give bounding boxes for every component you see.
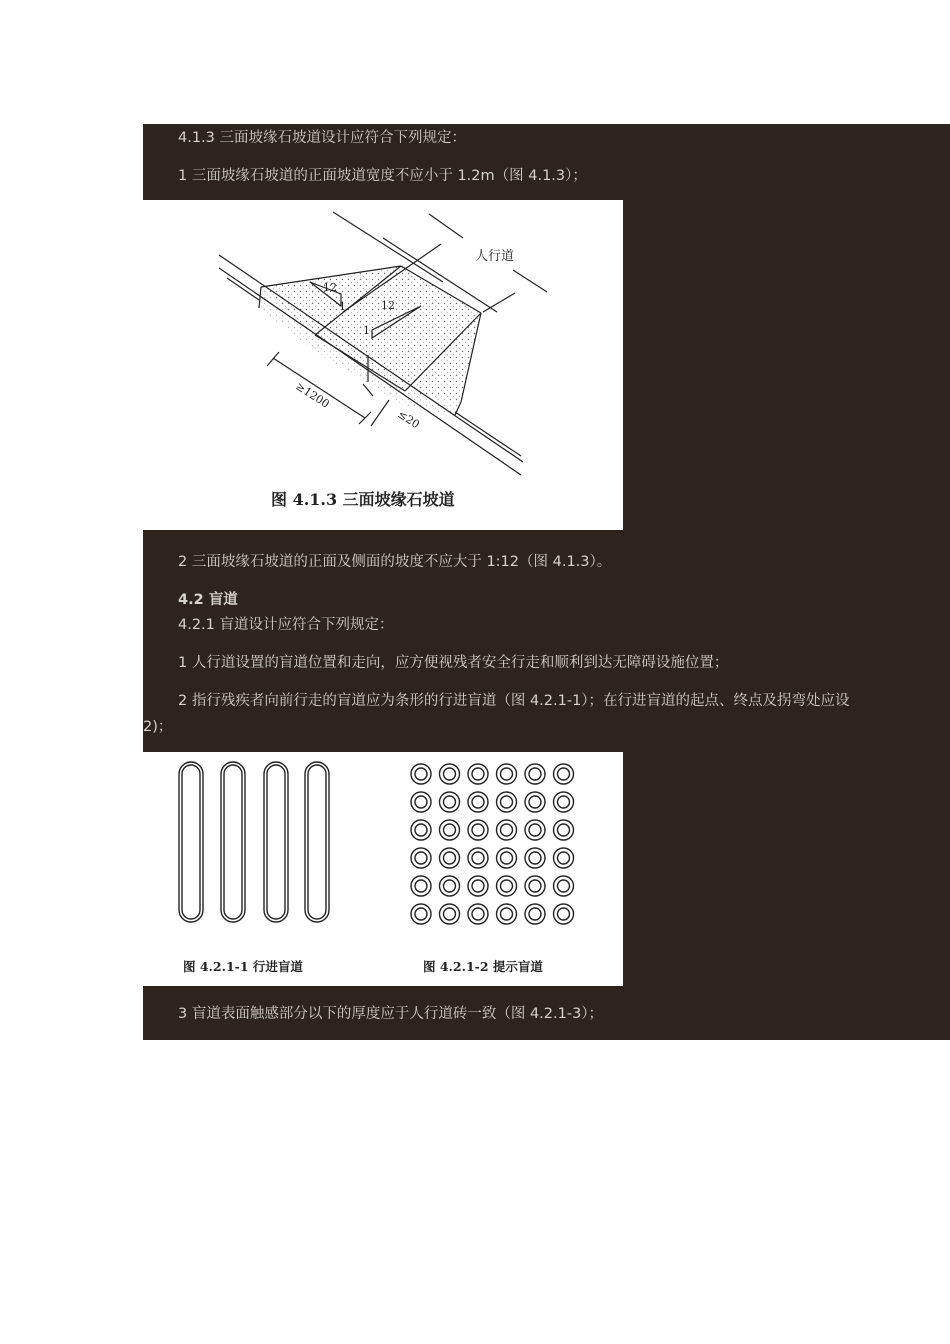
warning-dot [501, 908, 513, 920]
warning-dot [468, 792, 488, 812]
warning-dot [529, 824, 541, 836]
warning-dot [468, 764, 488, 784]
clause-4-2-1-item-1: 1 人行道设置的盲道位置和走向，应方便视残者安全行走和顺利到达无障碍设施位置； [178, 655, 729, 671]
guide-bar-4 [308, 765, 326, 919]
clause-4-1-3-item-1: 1 三面坡缘石坡道的正面坡道宽度不应小于 1.2m（图 4.1.3）； [178, 168, 587, 184]
warning-dot [472, 880, 484, 892]
slope-a-top: 12 [323, 281, 337, 294]
clause-4-1-3-item-2: 2 三面坡缘石坡道的正面及侧面的坡度不应大于 1:12（图 4.1.3）。 [178, 554, 612, 570]
warning-dot [554, 820, 574, 840]
warning-dot [558, 768, 570, 780]
warning-dot [554, 792, 574, 812]
figure-4-1-3-caption: 图 4.1.3 三面坡缘石坡道 [271, 490, 455, 509]
document-body [143, 124, 950, 1040]
warning-dot [497, 792, 517, 812]
warning-dot [472, 908, 484, 920]
warning-dot [529, 852, 541, 864]
warning-dot [497, 820, 517, 840]
warning-dot [411, 820, 431, 840]
warning-dot [558, 880, 570, 892]
warning-dot [411, 904, 431, 924]
warning-dot [411, 876, 431, 896]
guide-bar-1 [182, 765, 200, 919]
warning-dot [525, 764, 545, 784]
warning-dot [501, 824, 513, 836]
slope-b-top: 12 [381, 299, 395, 312]
warning-dot [525, 904, 545, 924]
warning-dot [444, 852, 456, 864]
warning-dot [415, 852, 427, 864]
warning-dot [472, 796, 484, 808]
warning-dot [415, 880, 427, 892]
clause-4-2-1: 4.2.1 盲道设计应符合下列规定： [178, 617, 394, 633]
warning-dot [554, 876, 574, 896]
warning-dot [444, 768, 456, 780]
warning-dot [497, 876, 517, 896]
clause-4-1-3: 4.1.3 三面坡缘石坡道设计应符合下列规定： [178, 130, 467, 146]
figure-4-2-1-2-caption: 图 4.2.1-2 提示盲道 [423, 959, 543, 974]
warning-dot [468, 904, 488, 924]
warning-dot [554, 904, 574, 924]
warning-dot [468, 876, 488, 896]
tactile-paving-drawing [143, 752, 623, 986]
warning-dot [497, 904, 517, 924]
warning-dot [529, 796, 541, 808]
warning-dot [440, 820, 460, 840]
warning-dot [525, 876, 545, 896]
warning-dot [411, 848, 431, 868]
warning-dot [525, 848, 545, 868]
warning-dot [501, 880, 513, 892]
warning-dot [440, 876, 460, 896]
warning-dot [501, 768, 513, 780]
figure-4-2-1-1-caption: 图 4.2.1-1 行进盲道 [183, 959, 303, 974]
curb-ramp-drawing [143, 200, 623, 530]
warning-dot [529, 880, 541, 892]
warning-dot [525, 792, 545, 812]
height-dimension: ≤20 [395, 407, 422, 432]
warning-dot [440, 792, 460, 812]
warning-dot [558, 852, 570, 864]
warning-dot [415, 824, 427, 836]
warning-dot [415, 768, 427, 780]
sidewalk-label: 人行道 [475, 249, 515, 264]
warning-dot [558, 908, 570, 920]
warning-dot [529, 768, 541, 780]
warning-dot [525, 820, 545, 840]
warning-dot [558, 824, 570, 836]
warning-dot [554, 764, 574, 784]
warning-dot [415, 908, 427, 920]
figure-4-1-3 [143, 200, 623, 530]
section-4-2-heading: 4.2 盲道 [178, 592, 238, 608]
figure-4-2-1 [143, 752, 623, 986]
warning-dot [411, 792, 431, 812]
warning-dot [444, 880, 456, 892]
slope-b-bottom: 1 [363, 324, 370, 337]
warning-dot [468, 820, 488, 840]
warning-dot [415, 796, 427, 808]
warning-dot [529, 908, 541, 920]
warning-dot [497, 764, 517, 784]
clause-4-2-1-item-2: 2 指行残疾者向前行走的盲道应为条形的行进盲道（图 4.2.1-1）；在行进盲道的起点、终点及拐弯处应设 [178, 693, 850, 709]
warning-dot [472, 824, 484, 836]
warning-dot [440, 764, 460, 784]
slope-a-bottom: 1 [339, 300, 346, 313]
clause-4-2-1-item-3: 3 盲道表面触感部分以下的厚度应于人行道砖一致（图 4.2.1-3）； [178, 1006, 604, 1022]
warning-dot [444, 796, 456, 808]
warning-dot [411, 764, 431, 784]
warning-dot [497, 848, 517, 868]
warning-dot [501, 852, 513, 864]
width-dimension: ≥1200 [293, 379, 332, 411]
clause-4-2-1-item-2-continued: 2)； [143, 719, 173, 735]
warning-dot [440, 904, 460, 924]
guide-bar-2 [224, 765, 242, 919]
guide-bar-3 [267, 765, 285, 919]
warning-dot [468, 848, 488, 868]
warning-dot [558, 796, 570, 808]
warning-dot [444, 824, 456, 836]
warning-dot [554, 848, 574, 868]
warning-dot [501, 796, 513, 808]
warning-dot [444, 908, 456, 920]
warning-dot [472, 768, 484, 780]
warning-dot [472, 852, 484, 864]
warning-dot [440, 848, 460, 868]
